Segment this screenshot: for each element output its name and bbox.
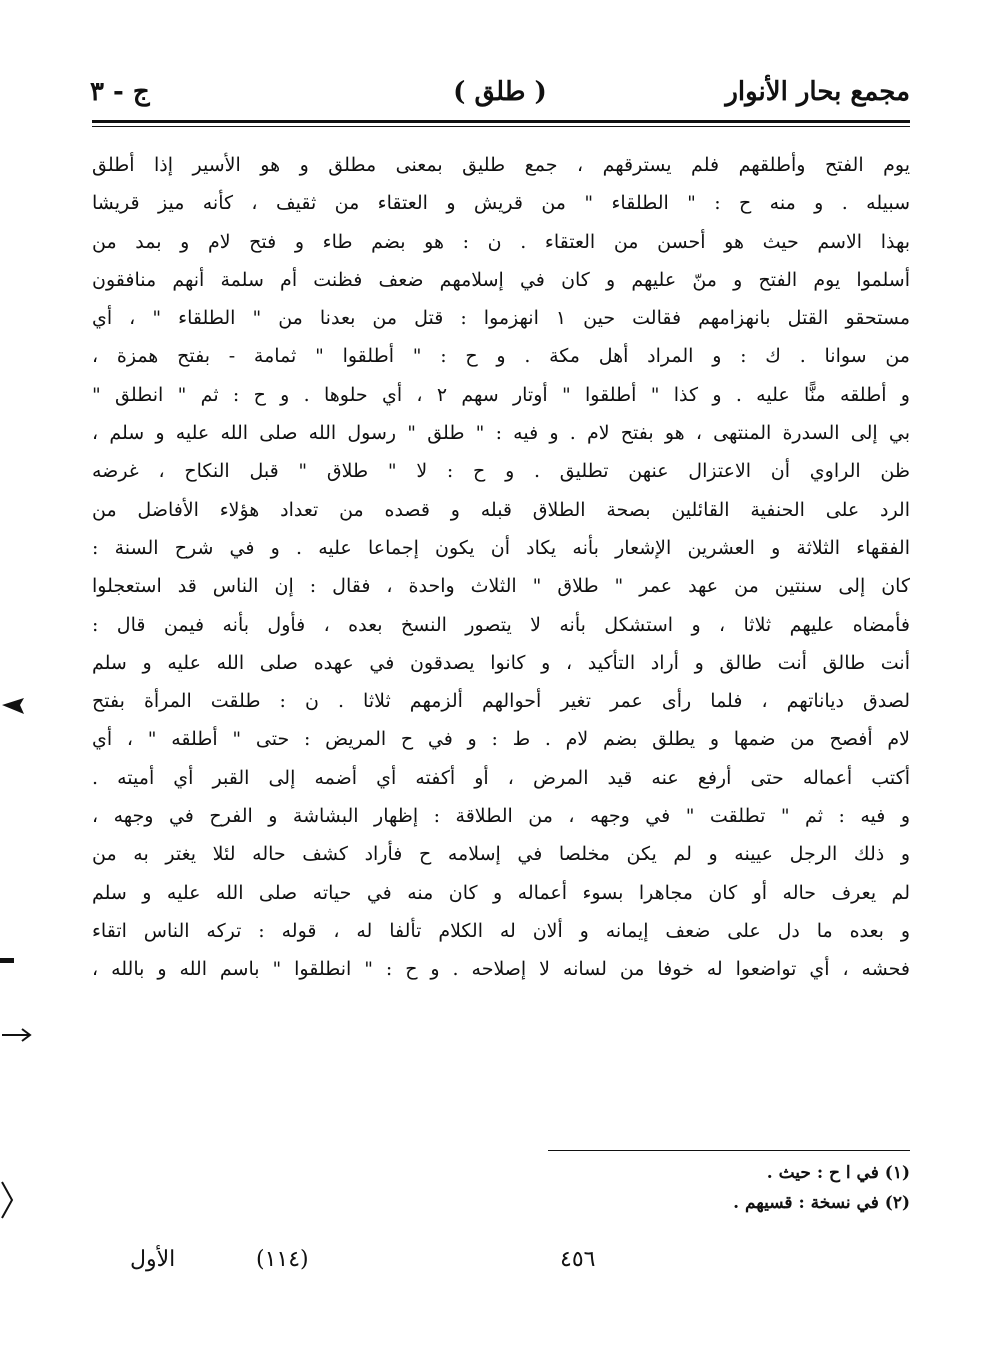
running-header bbox=[90, 72, 910, 112]
part-label: الأول bbox=[130, 1247, 176, 1272]
margin-scan-mark bbox=[0, 955, 16, 967]
text-line-13: فأمضاه عليهم ثلاثا ، و استشكل بأنه لا يتصور النسخ بعده ، فأول بأنه فيمن قال : bbox=[92, 613, 910, 636]
footnote-rule bbox=[548, 1150, 910, 1151]
volume-page-number: (١١٤) bbox=[256, 1247, 309, 1272]
text-line-8: بي إلى السدرة المنتهى ، هو بفتح لام . و فيه : " طلق " رسول الله صلى الله عليه و سلم ، bbox=[92, 422, 910, 445]
header-rule-thick bbox=[92, 120, 910, 123]
page-number: ٤٥٦ bbox=[560, 1247, 596, 1272]
volume-label: ج - ٣ bbox=[90, 77, 150, 107]
text-line-4: أسلموا يوم الفتح و منّ عليهم و كان في إسلامهم ضعف فظنت أم سلمة أنهم منافقون bbox=[92, 268, 910, 291]
book-title: مجمع بحار الأنوار bbox=[725, 77, 910, 107]
text-line-3: بهذا الاسم حيث هو أحسن من العتقاء . ن : هو بضم طاء و فتح لام و بمد من bbox=[92, 230, 910, 253]
footnote-2: (٢) في نسخة : قسيهم . bbox=[733, 1193, 910, 1213]
text-line-10: الرد على الحنفية القائلين بصحة الطلاق قبله و قصده من تعداد هؤلاء الأفاضل من bbox=[92, 498, 910, 521]
text-line-16: لام أفصح من ضمها و يطلق بضم لام . ط : و في ح المريض : حتى " أطلقه " ، أي bbox=[92, 728, 910, 751]
main-text bbox=[92, 146, 910, 989]
text-line-2: سبيله . و منه ح : " الطلقاء " من قريش و العتقاء من ثقيف ، كأنه ميز قريشا bbox=[92, 192, 910, 215]
footnote-1: (١) في ا ح : حيث . bbox=[766, 1163, 910, 1183]
section-title: ( طلق ) bbox=[453, 77, 547, 107]
text-line-19: و ذلك الرجل عيينه و لم يكن مخلصا في إسلامه ح فأراد كشف حاله لئلا يغتر به من bbox=[92, 843, 910, 866]
text-line-18: و فيه : ثم " تطلقت " في وجهه ، من الطلاقة : إظهار البشاشة و الفرح في وجهه ، bbox=[92, 805, 910, 828]
text-line-20: لم يعرف حاله أو كان مجاهرا بسوء أعماله و كان منه في حياته صلى الله عليه و سلم bbox=[92, 881, 910, 904]
text-line-9: ظن الراوي أن الاعتزال عنهن تطليق . و ح : لا " طلاق " قبل النكاح ، غرضه bbox=[92, 460, 910, 483]
margin-scan-mark bbox=[0, 1180, 16, 1220]
footnotes bbox=[92, 1158, 910, 1218]
text-line-17: أكتب أعماله حتى أرفع عنه قيد المرض ، أو أكفته أي أضمه إلى القبر أي أميته . bbox=[92, 766, 910, 789]
text-line-12: كان إلى سنتين من عهد عمر " طلاق " الثلاث واحدة ، فقال : إن الناس قد استعجلوا bbox=[92, 575, 910, 598]
text-line-5: مستحقو القتل بانهزامهم فقالت حين ١ انهزموا : قتل من بعدنا من " الطلقاء " ، أي bbox=[92, 307, 910, 330]
text-line-15: لصدق دياناتهم ، فلما رأى عمر تغير أحوالهم ألزمهم ثلاثا . ن : طلقت المرأة بفتح bbox=[92, 690, 910, 713]
text-line-1: يوم الفتح وأطلقهم فلم يسترقهم ، جمع طليق بمعنى مطلق و هو الأسير إذا أطلق bbox=[92, 154, 910, 176]
text-line-11: الفقهاء الثلاثة و العشرين الإشعار بأنه يكاد أن يكون إجماعا عليه . و في شرح السنة : bbox=[92, 536, 910, 559]
header-rule-thin bbox=[92, 126, 910, 127]
text-line-22: فحشه ، أي تواضعوا له خوفا من لسانه لا إصلاحه . و ح : " انطلقوا " باسم الله و بالله ، bbox=[92, 958, 910, 981]
margin-scan-mark bbox=[0, 1025, 34, 1045]
text-line-21: و بعده ما دل على ضعف إيمانه و ألان له الكلام تألفا له ، قوله : تركه الناس اتقاء bbox=[92, 919, 910, 942]
text-line-6: من سوانا . ك : و المراد أهل مكة . و ح : " أطلقوا " ثمامة - بفتح همزة ، bbox=[92, 345, 910, 368]
text-line-14: أنت طالق أنت طالق و أراد التأكيد ، و كانوا يصدقون في عهده صلى الله عليه و سلم bbox=[92, 651, 910, 674]
margin-scan-mark bbox=[0, 690, 28, 720]
page-footer bbox=[90, 1240, 910, 1280]
text-line-7: و أطلقه منًّا عليه . و كذا " أطلقوا " أوتار سهم ٢ ، أي حلوها . و ح : ثم " انطلق " bbox=[92, 383, 910, 406]
